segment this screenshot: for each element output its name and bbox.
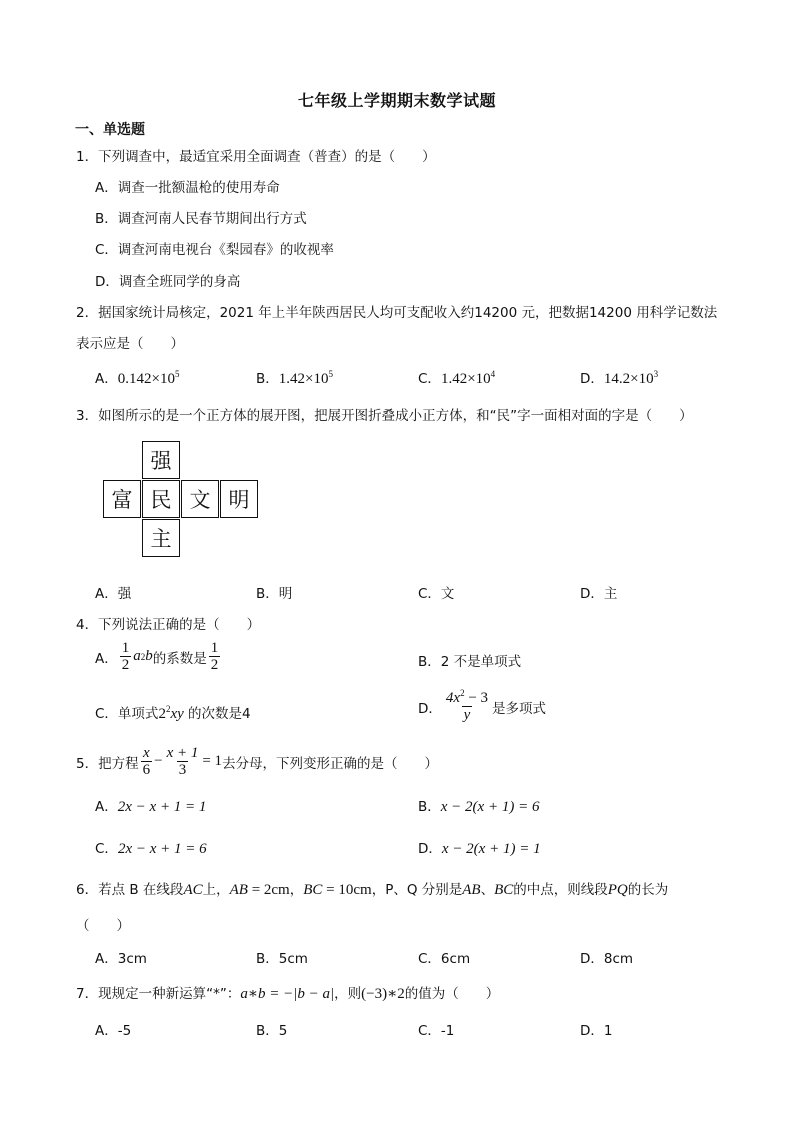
stem-text: 的中点，则线段 — [513, 882, 608, 898]
option-math: 14.2×10 — [603, 371, 654, 387]
cube-net-figure — [103, 441, 259, 558]
exponent: 5 — [174, 369, 180, 379]
fraction-numerator: x — [143, 745, 150, 761]
fraction — [444, 690, 490, 723]
q6-stem-line2: （ ） — [76, 918, 130, 934]
option-text: 的次数是4 — [183, 706, 251, 722]
exponent: 2 — [165, 704, 171, 714]
q2-option-a — [95, 367, 179, 388]
fraction-numerator: x + 1 — [166, 745, 199, 761]
q5-option-b — [418, 795, 539, 816]
net-cell-right2: 明 — [220, 480, 258, 518]
option-label: D． — [580, 371, 604, 387]
option-math: 1.42×10 — [278, 371, 329, 387]
q6-stem-line1 — [76, 878, 668, 899]
q7-option-a: A．-5 — [95, 1023, 132, 1039]
q1-option-b: B．调查河南人民春节期间出行方式 — [95, 211, 307, 227]
segment-label: AB — [462, 882, 481, 898]
option-label: A． — [95, 799, 118, 815]
net-cell-left: 富 — [103, 480, 141, 518]
net-cell-top: 强 — [142, 441, 180, 479]
option-label: C． — [418, 371, 441, 387]
option-math: 1.42×10 — [440, 371, 491, 387]
option-label: C． — [95, 841, 118, 857]
fraction-denominator: y — [463, 707, 471, 723]
net-cell-center: 民 — [142, 480, 180, 518]
fraction-denominator: 3 — [178, 762, 187, 778]
stem-text: ，P、Q 分别是 — [371, 882, 463, 898]
option-math: x − 2(x + 1) = 6 — [440, 799, 540, 815]
variable: a — [133, 648, 141, 664]
math-term: 4x — [445, 690, 461, 706]
variable: xy — [170, 706, 184, 722]
stem-text: 5．把方程 — [76, 755, 139, 772]
q7-option-b: B．5 — [256, 1023, 288, 1039]
stem-text: 上， — [202, 882, 230, 898]
q5-stem — [76, 745, 438, 778]
exponent: 3 — [653, 369, 659, 379]
q6-option-a: A．3cm — [95, 951, 147, 967]
option-math: x − 2(x + 1) = 1 — [441, 841, 541, 857]
exponent: 4 — [490, 369, 496, 379]
fraction — [165, 745, 201, 778]
math-term: − 3 — [464, 690, 489, 706]
page-title: 七年级上学期期末数学试题 — [297, 91, 496, 110]
stem-text: 去分母，下列变形正确的是（ ） — [222, 755, 439, 772]
operator: − — [154, 753, 163, 769]
q7-option-d: D．1 — [580, 1023, 613, 1039]
option-label: D． — [418, 841, 442, 857]
q6-option-d: D．8cm — [580, 951, 634, 967]
fraction-denominator: 6 — [142, 762, 151, 778]
q6-option-b: B．5cm — [256, 951, 308, 967]
fraction — [209, 640, 221, 673]
q6-option-c: C．6cm — [418, 951, 471, 967]
q4-stem: 4．下列说法正确的是（ ） — [76, 617, 261, 633]
q5-option-c — [95, 837, 207, 858]
q3-option-b: B．明 — [256, 586, 293, 602]
q2-stem-line1: 2．据国家统计局核定，2021 年上半年陕西居民人均可支配收入约14200 元，把数据14200 用科学记数法 — [76, 305, 718, 321]
stem-text: ，则 — [334, 986, 362, 1002]
math-expression: (−3)∗2 — [361, 986, 405, 1002]
segment-label: BC — [494, 882, 514, 898]
q1-option-d: D．调查全班同学的身高 — [95, 274, 241, 290]
net-cell-right1: 文 — [181, 480, 219, 518]
option-label: A． — [95, 371, 118, 387]
fraction-numerator — [444, 690, 490, 706]
q2-option-c — [418, 367, 495, 388]
option-text: 的系数是 — [152, 650, 207, 667]
q4-option-b: B．2 不是单项式 — [418, 654, 522, 670]
q1-option-a: A．调查一批额温枪的使用寿命 — [95, 180, 280, 196]
stem-text: 、 — [480, 882, 495, 898]
q4-option-d — [418, 690, 546, 723]
stem-text: ， — [289, 882, 304, 898]
option-label: C．单项式 — [95, 706, 159, 722]
segment-label: PQ — [607, 882, 628, 898]
q7-option-c: C．-1 — [418, 1023, 455, 1039]
fraction-denominator: 2 — [210, 657, 219, 673]
q2-option-d — [580, 367, 658, 388]
fraction-numerator: 1 — [210, 640, 219, 656]
q3-option-d: D．主 — [580, 586, 618, 602]
option-text: 是多项式 — [492, 700, 547, 717]
net-cell-bottom: 主 — [142, 519, 180, 557]
q1-stem: 1．下列调查中，最适宜采用全面调查（普查）的是（ ） — [76, 149, 436, 165]
option-label: D． — [418, 700, 442, 717]
q7-stem — [76, 982, 499, 1003]
option-label: B． — [256, 371, 279, 387]
option-label: B． — [418, 799, 441, 815]
segment-label: AC — [183, 882, 203, 898]
q5-option-a — [95, 795, 206, 816]
q4-option-c — [95, 702, 251, 723]
math-value: = 10cm — [322, 882, 372, 898]
option-label: A． — [95, 650, 118, 667]
stem-text: 6．若点 B 在线段 — [76, 882, 184, 898]
math-value: = 2cm — [247, 882, 290, 898]
option-math: 2x − x + 1 = 1 — [117, 799, 207, 815]
fraction — [141, 745, 153, 778]
option-math: 2x − x + 1 = 6 — [117, 841, 207, 857]
q1-option-c: C．调查河南电视台《梨园春》的收视率 — [95, 242, 334, 258]
segment-label: BC — [303, 882, 323, 898]
exponent: 2 — [460, 688, 465, 698]
equation-rhs: = 1 — [202, 753, 223, 769]
q5-option-d — [418, 837, 541, 858]
stem-text: 7．现规定一种新运算“*”： — [76, 986, 241, 1002]
stem-text: 的长为 — [627, 882, 669, 898]
variable: b — [145, 648, 153, 664]
segment-label: AB — [229, 882, 248, 898]
q4-option-a: A． $\frac{1}{2}$ a 2 b 的系数是 $\frac{1}{2}$ — [95, 640, 219, 673]
q2-stem-line2: 表示应是（ ） — [76, 336, 184, 352]
fraction — [120, 640, 132, 673]
q3-option-a: A．强 — [95, 586, 132, 602]
q2-option-b — [256, 367, 333, 388]
section-heading: 一、单选题 — [75, 122, 145, 138]
option-math: 0.142×10 — [117, 371, 175, 387]
option-math: 2 — [158, 706, 166, 722]
q3-stem: 3．如图所示的是一个正方体的展开图，把展开图折叠成小正方体，和“民”字一面相对面的字是（ ） — [76, 408, 693, 424]
stem-text: 的值为（ ） — [404, 986, 500, 1002]
operation-definition: a∗b = −|b − a| — [240, 986, 335, 1002]
exponent: 5 — [328, 369, 333, 379]
fraction-numerator: 1 — [121, 640, 130, 656]
q3-option-c: C．文 — [418, 586, 455, 602]
fraction-denominator: 2 — [121, 657, 130, 673]
